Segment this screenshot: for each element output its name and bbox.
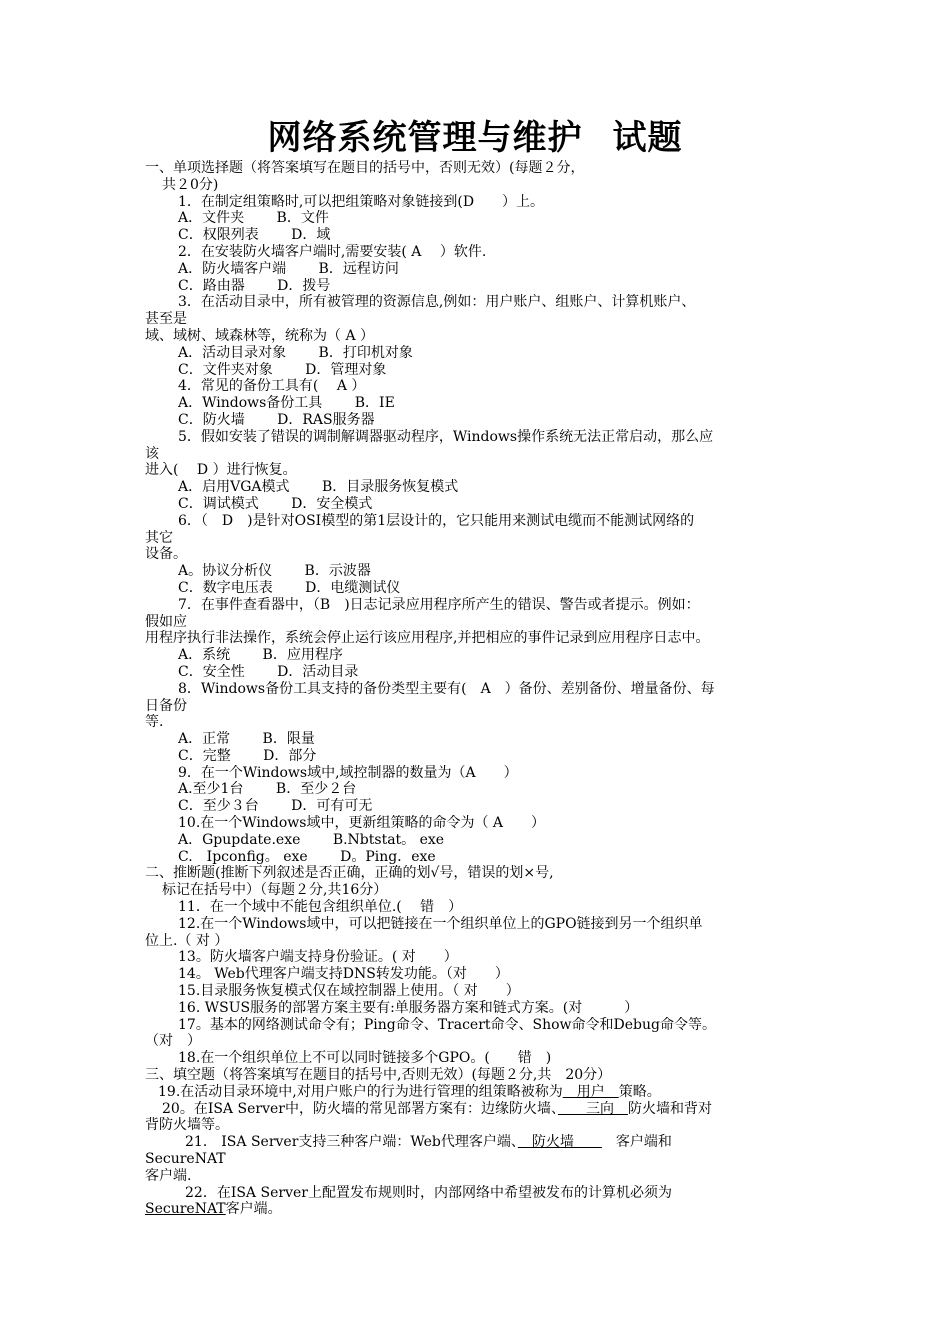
text-line: 甚至是 xyxy=(145,311,187,328)
text-line: C．至少３台 D．可有可无 xyxy=(178,798,373,815)
text-line: 该 xyxy=(145,445,159,462)
text-line: （对 ） xyxy=(145,1033,201,1050)
text-line: C．权限列表 D．域 xyxy=(178,227,331,244)
text-line: 4．常见的备份工具有( A ） xyxy=(178,378,366,395)
question-lines xyxy=(145,160,815,1084)
text-line: 等. xyxy=(145,714,164,731)
text-line: A．启用VGA模式 B．目录服务恢复模式 xyxy=(178,479,459,496)
text-line: A．系统 B．应用程序 xyxy=(178,647,343,664)
text-line: A.至少1台 B．至少２台 xyxy=(178,781,357,798)
text-line: C．安全性 D．活动目录 xyxy=(178,663,359,680)
title-tail: 试题 xyxy=(612,118,683,158)
fill-question-20: 20。在ISA Server中，防火墙的常见部署方案有：边缘防火墙、 三向 防火墙和背对 xyxy=(162,1100,712,1117)
text-line: 一、单项选择题（将答案填写在题目的括号中，否则无效）(每题２分， xyxy=(145,160,585,176)
text-line: C．防火墙 D．RAS服务器 xyxy=(178,411,375,428)
text-line: 17。基本的网络测试命令有；Ping命令、Tracert命令、Show命令和Debug命令等。 xyxy=(178,1016,716,1033)
text-line: 其它 xyxy=(145,529,173,546)
text-line: C．调试模式 D．安全模式 xyxy=(178,495,373,512)
text-line: A．Windows备份工具 B．IE xyxy=(178,395,395,412)
text-line: C．路由器 D．拨号 xyxy=(178,277,331,294)
text-line: 10.在一个Windows域中，更新组策略的命令为（ A ） xyxy=(178,815,546,832)
fill-question-21: 21． ISA Server支持三种客户端：Web代理客户端、 防火墙 客户端和 xyxy=(185,1134,672,1151)
text-line: 7．在事件查看器中，（B )日志记录应用程序所产生的错误、警告或者提示。例如： xyxy=(178,596,700,613)
text-line: 8．Windows备份工具支持的备份类型主要有( A ）备份、差别备份、增量备份、每 xyxy=(178,680,715,697)
fill-question-20-cont: 背防火墙等。 xyxy=(145,1117,229,1134)
text-line: 二、推断题(推断下列叙述是否正确，正确的划√号，错误的划×号, xyxy=(145,865,554,882)
text-line: 共２0分) xyxy=(162,176,219,193)
text-line: A．文件夹 B．文件 xyxy=(178,210,329,227)
text-line: 用程序执行非法操作，系统会停止运行该应用程序,并把相应的事件记录到应用程序日志中。 xyxy=(145,630,710,647)
text-line: C．数字电压表 D．电缆测试仪 xyxy=(178,579,401,596)
text-line: 标记在括号中）（每题２分,共16分） xyxy=(162,882,388,899)
fill-answer-19: 用户 xyxy=(562,1083,619,1100)
exam-content xyxy=(145,160,815,1218)
text-line: 域、域树、域森林等，统称为（ A ） xyxy=(145,327,375,344)
fill-answer-20: 三向 xyxy=(557,1100,628,1117)
fill-question-19: 19.在活动目录环境中,对用户账户的行为进行管理的组策略被称为 用户 策略。 xyxy=(158,1083,661,1100)
text-line: A．Gpupdate.exe B.Nbtstat。 exe xyxy=(178,831,445,848)
text-line: 9．在一个Windows域中,域控制器的数量为（A ） xyxy=(178,764,518,781)
text-line: 2．在安装防火墙客户端时,需要安装( A ）软件. xyxy=(178,243,487,260)
text-line: 1．在制定组策略时,可以把组策略对象链接到(D ）上。 xyxy=(178,193,545,210)
fill-question-21-cont1: SecureNAT xyxy=(145,1151,226,1168)
text-line: 15.目录服务恢复模式仅在域控制器上使用。（ 对 ） xyxy=(178,983,520,1000)
text-line: 16. WSUS服务的部署方案主要有:单服务器方案和链式方案。(对 ） xyxy=(178,999,639,1016)
fill-answer-21: 防火墙 xyxy=(517,1134,602,1151)
text-line: A．防火墙客户端 B．远程访问 xyxy=(178,260,399,277)
title-main: 网络系统管理与维护 xyxy=(267,118,583,158)
text-line: 12.在一个Windows域中，可以把链接在一个组织单位上的GPO链接到另一个组织单 xyxy=(178,915,703,932)
page-title xyxy=(0,118,950,158)
text-line: 进入( D ）进行恢复。 xyxy=(145,462,297,479)
text-line: 14。 Web代理客户端支持DNS转发功能。（对 ） xyxy=(178,966,509,983)
text-line: 11．在一个域中不能包含组织单位.( 错 ） xyxy=(178,899,463,916)
text-line: 6．（ D )是针对OSI模型的第1层设计的，它只能用来测试电缆而不能测试网络的 xyxy=(178,512,695,529)
text-line: 位上.（ 对 ） xyxy=(145,932,229,949)
text-line: A．正常 B．限量 xyxy=(178,731,315,748)
text-line: 13。防火墙客户端支持身份验证。( 对 ） xyxy=(178,949,458,966)
text-line: 日备份 xyxy=(145,697,187,714)
fill-answer-22: SecureNAT xyxy=(145,1201,226,1218)
text-line: 5．假如安装了错误的调制解调器驱动程序，Windows操作系统无法正常启动，那么应 xyxy=(178,428,714,445)
text-line: 设备。 xyxy=(145,546,187,563)
fill-question-22: 22．在ISA Server上配置发布规则时，内部网络中希望被发布的计算机必须为 xyxy=(185,1184,672,1201)
fill-question-21-cont2: 客户端. xyxy=(145,1167,192,1184)
text-line: 三、填空题（将答案填写在题目的括号中,否则无效）(每题２分,共 20分） xyxy=(145,1067,612,1084)
text-line: 3．在活动目录中，所有被管理的资源信息,例如：用户账户、组账户、计算机账户、 xyxy=(178,294,696,311)
text-line: 假如应 xyxy=(145,613,187,630)
text-line: C．完整 D．部分 xyxy=(178,747,317,764)
text-line: C. Ipconfig。 exe D。Ping．exe xyxy=(178,848,436,865)
text-line: A．活动目录对象 B．打印机对象 xyxy=(178,344,413,361)
fill-question-22-cont: SecureNAT客户端。 xyxy=(145,1201,282,1218)
text-line: 18.在一个组织单位上不可以同时链接多个GPO。( 错 ) xyxy=(178,1050,552,1067)
text-line: C．文件夹对象 D．管理对象 xyxy=(178,361,387,378)
text-line: A。协议分析仪 B．示波器 xyxy=(178,563,371,580)
